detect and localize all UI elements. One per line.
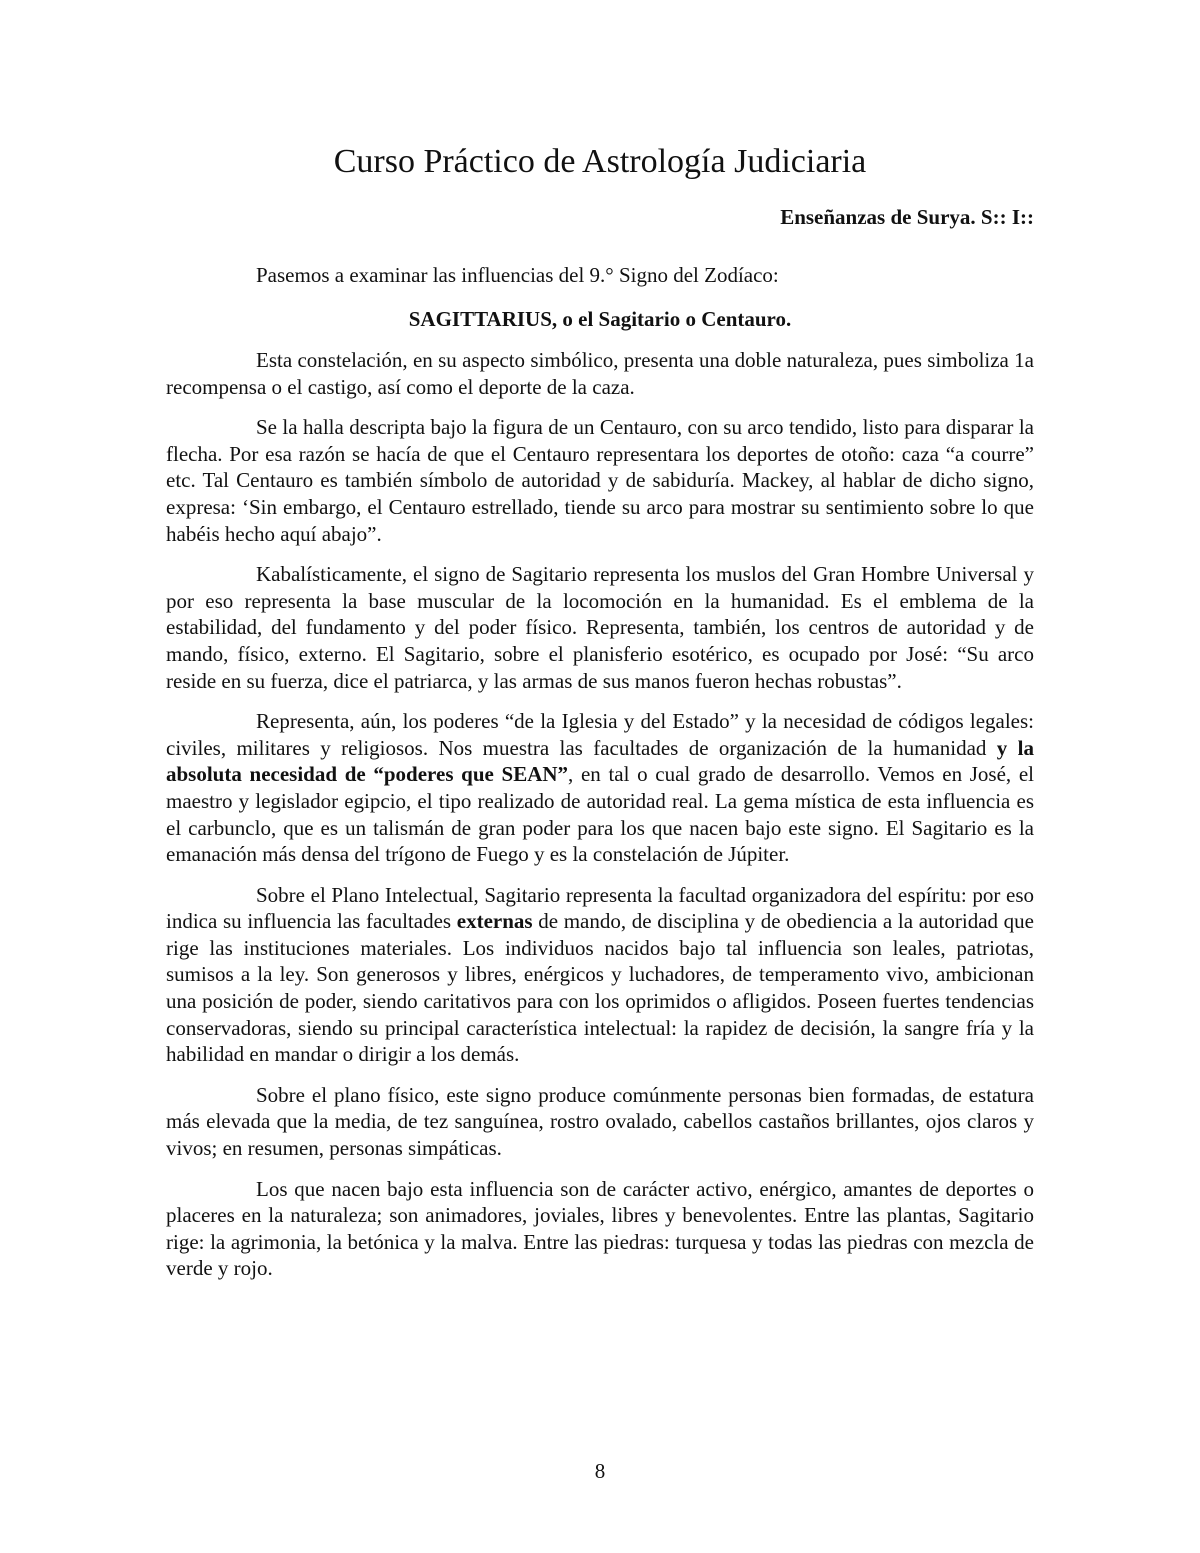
page-title: Curso Práctico de Astrología Judiciaria <box>333 143 867 180</box>
paragraph-5-bold: externas <box>456 909 533 934</box>
paragraph-2: Se la halla descripta bajo la figura de un Centauro, con su arco tendido, listo para disparar la flecha. Por esa razón se hacía de que el Centauro representara los deportes de otoño: caza “a courre” etc. Tal Centauro es también símbolo de autoridad y de sabiduría. Mackey, al hablar de dicho signo, expresa: ‘Sin embargo, el Centauro estrellado, tiende su arco para mostrar su sentimiento sobre lo que habéis hecho aquí abajo”. <box>166 415 1034 546</box>
page-subtitle: Enseñanzas de Surya. S:: I:: <box>780 205 1034 229</box>
paragraph-4 <box>166 708 1034 868</box>
paragraph-4-bold: y la absoluta necesidad de “poderes que SEAN” <box>166 735 1034 787</box>
paragraph-4-text-b: , en tal o cual grado de desarrollo. Vemos en José, el maestro y legislador egipcio, el tipo realizado de autoridad real. La gema mística de esta influencia es el carbunclo, que es un talismán de gran poder para los que nacen bajo este signo. El Sagitario es la emanación más densa del trígono de Fuego y es la constelación de Júpiter. <box>166 762 1034 867</box>
section-heading: SAGITTARIUS, o el Sagitario o Centauro. <box>408 307 792 331</box>
paragraph-5 <box>166 882 1034 1068</box>
page-number: 8 <box>594 1459 606 1483</box>
paragraph-4-text-a: Representa, aún, los poderes “de la Iglesia y del Estado” y la necesidad de códigos legales: civiles, militares y religiosos. Nos muestra las facultades de organización de la humanidad <box>166 709 1034 760</box>
paragraph-3: Kabalísticamente, el signo de Sagitario representa los muslos del Gran Hombre Universal y por eso representa la base muscular de la locomoción en la humanidad. Es el emblema de la estabilidad, del fundamento y del poder físico. Representa, también, los centros de autoridad y de mando, físico, externo. El Sagitario, sobre el planisferio esotérico, es ocupado por José: “Su arco reside en su fuerza, dice el patriarca, y las armas de sus manos fueron hechas robustas”. <box>166 562 1034 693</box>
paragraph-5-text-a: Sobre el Plano Intelectual, Sagitario representa la facultad organizadora del espíritu: por eso indica su influencia las facultades <box>166 882 1034 934</box>
intro-paragraph: Pasemos a examinar las influencias del 9.° Signo del Zodíaco: <box>256 263 779 287</box>
paragraph-6: Sobre el plano físico, este signo produce comúnmente personas bien formadas, de estatura más elevada que la media, de tez sanguínea, rostro ovalado, cabellos castaños brillantes, ojos claros y vivos; en resumen, personas simpáticas. <box>166 1082 1034 1161</box>
paragraph-5-text-b: de mando, de disciplina y de obediencia a la autoridad que rige las instituciones materiales. Los individuos nacidos bajo tal influencia son leales, patriotas, sumisos a la ley. Son generosos y libres, enérgicos y luchadores, de temperamento vivo, ambicionan una posición de poder, siendo caritativos para con los oprimidos o afligidos. Poseen fuertes tendencias conservadoras, siendo su principal característica intelectual: la rapidez de decisión, la sangre fría y la habilidad en mandar o dirigir a los demás. <box>166 909 1035 1067</box>
document-page <box>166 0 1034 1553</box>
paragraph-1: Esta constelación, en su aspecto simbólico, presenta una doble naturaleza, pues simboliza 1a recompensa o el castigo, así como el deporte de la caza. <box>166 348 1034 399</box>
document-body <box>166 262 1034 1296</box>
paragraph-7: Los que nacen bajo esta influencia son de carácter activo, enérgico, amantes de deportes o placeres en la naturaleza; son animadores, joviales, libres y benevolentes. Entre las plantas, Sagitario rige: la agrimonia, la betónica y la malva. Entre las piedras: turquesa y todas las piedras con mezcla de verde y rojo. <box>166 1176 1034 1281</box>
